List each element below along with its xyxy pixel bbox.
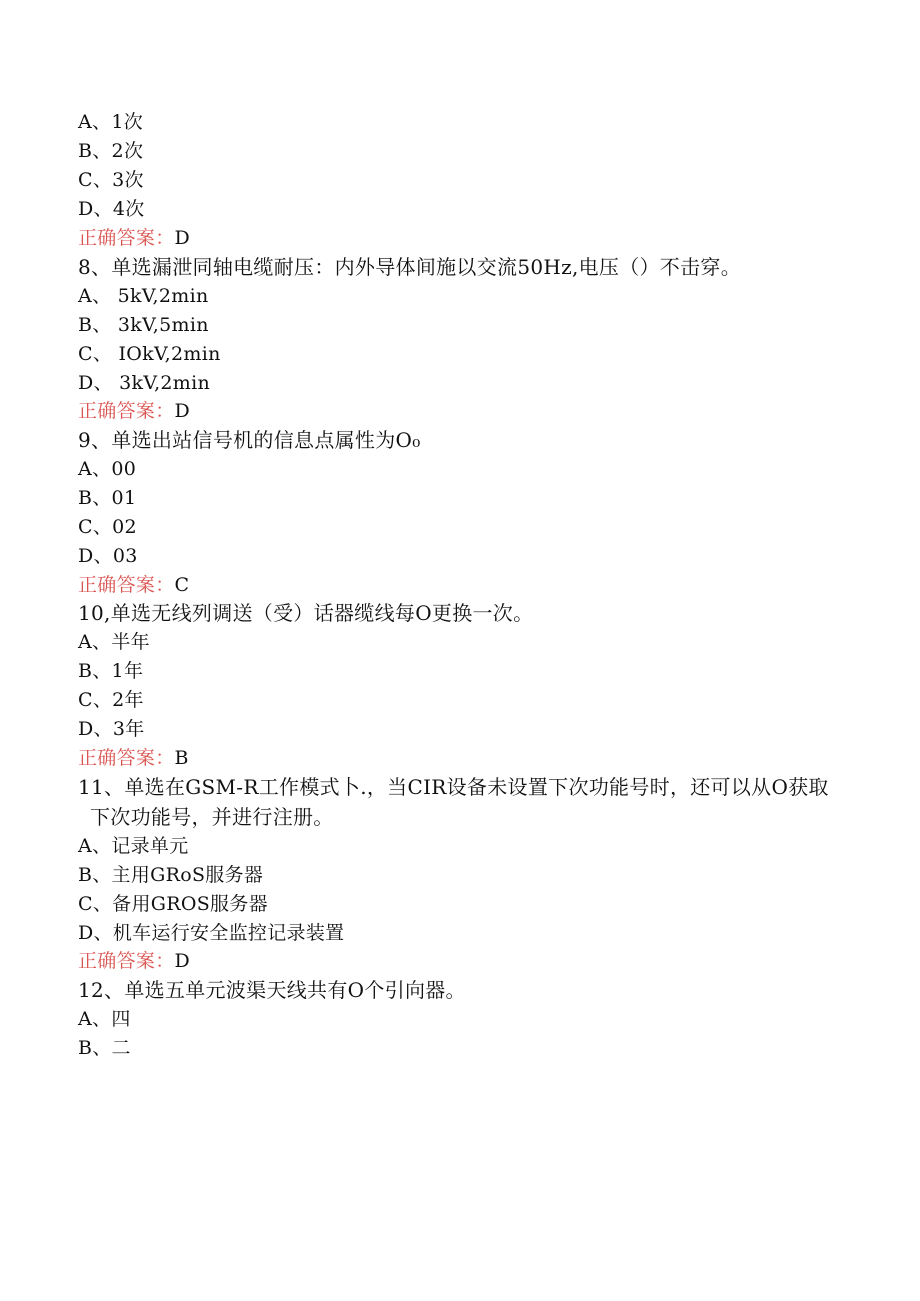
option-c: C、02 — [78, 516, 137, 538]
question-10: 10,单选无线列调送（受）话器缆线每O更换一次。 — [78, 601, 534, 625]
option-b: B、2次 — [78, 140, 144, 162]
option-a: A、1次 — [78, 111, 144, 133]
option-a: A、记录单元 — [78, 835, 189, 857]
option-b: B、二 — [78, 1037, 131, 1059]
answer-label: 正确答案： — [78, 227, 175, 249]
option-a: A、四 — [78, 1008, 131, 1030]
question-11-continued: 下次功能号，并进行注册。 — [90, 805, 334, 829]
correct-answer — [78, 949, 190, 973]
correct-answer — [78, 399, 190, 423]
option-c: C、备用GROS服务器 — [78, 893, 268, 915]
option-d: D、 3kV,2min — [78, 372, 211, 394]
correct-answer — [78, 573, 189, 597]
answer-label: 正确答案： — [78, 950, 175, 972]
question-8: 8、单选漏泄同轴电缆耐压：内外导体间施以交流50Hz,电压（）不击穿。 — [78, 255, 742, 279]
answer-value: D — [174, 400, 191, 422]
option-d: D、机车运行安全监控记录装置 — [78, 922, 345, 944]
option-d: D、3年 — [78, 718, 145, 740]
option-b: B、01 — [78, 487, 137, 509]
answer-label: 正确答案： — [78, 400, 175, 422]
option-d: D、03 — [78, 545, 138, 567]
answer-value: D — [174, 950, 191, 972]
option-a: A、 5kV,2min — [78, 285, 209, 307]
correct-answer — [78, 746, 189, 770]
correct-answer — [78, 226, 190, 250]
option-d: D、4次 — [78, 198, 145, 220]
answer-value: D — [174, 227, 191, 249]
answer-label: 正确答案： — [78, 574, 175, 596]
option-c: C、 IOkV,2min — [78, 343, 221, 365]
option-b: B、 3kV,5min — [78, 314, 209, 336]
answer-label: 正确答案： — [78, 747, 175, 769]
question-12: 12、单选五单元波渠天线共有O个引向器。 — [78, 978, 466, 1002]
option-a: A、半年 — [78, 631, 150, 653]
option-a: A、00 — [78, 458, 137, 480]
option-b: B、主用GRoS服务器 — [78, 864, 264, 886]
question-9: 9、单选出站信号机的信息点属性为O₀ — [78, 428, 421, 452]
question-11: 11、单选在GSM-R工作模式卜.，当CIR设备未设置下次功能号时，还可以从O获取 — [78, 775, 829, 799]
answer-value: B — [174, 747, 189, 769]
answer-value: C — [174, 574, 190, 596]
option-c: C、3次 — [78, 169, 144, 191]
option-b: B、1年 — [78, 660, 144, 682]
option-c: C、2年 — [78, 689, 144, 711]
